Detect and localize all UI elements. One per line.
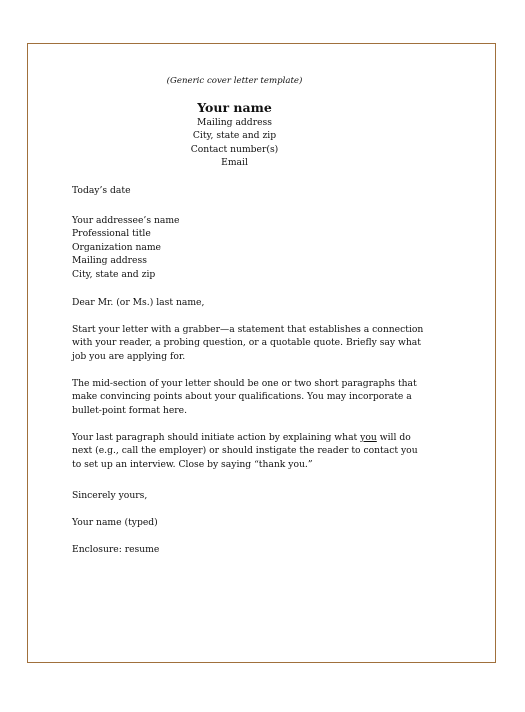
recipient-address xyxy=(72,214,180,281)
middle-paragraph: The mid-section of your letter should be one or two short paragraphs that make convincing points about your qualifications. You may incorporate a bullet-point format here. xyxy=(72,378,417,416)
closing-paragraph-end: will do next (e.g., call the employer) or should instigate the reader to contact you to set up an interview. Close by saying “thank you.” xyxy=(72,432,418,470)
sender-email: Email xyxy=(221,157,248,169)
opening-paragraph: Start your letter with a grabber—a statement that establishes a connection with your reader, a probing question, or a quotable quote. Briefly say what job you are applying for. xyxy=(72,324,424,362)
recipient-city-state-zip: City, state and zip xyxy=(72,268,156,280)
sender-name: Your name xyxy=(197,100,272,115)
enclosure-line: Enclosure: resume xyxy=(72,544,160,555)
recipient-mailing-address: Mailing address xyxy=(72,255,147,267)
recipient-name: Your addressee’s name xyxy=(72,215,180,226)
template-note: (Generic cover letter template) xyxy=(166,76,303,86)
sender-city-state-zip: City, state and zip xyxy=(192,130,277,142)
typed-name: Your name (typed) xyxy=(72,517,158,528)
recipient-organization: Organization name xyxy=(72,241,161,253)
closing-paragraph-start: Your last paragraph should initiate action by explaining what xyxy=(72,432,361,443)
complimentary-close: Sincerely yours, xyxy=(72,490,148,501)
recipient-title: Professional title xyxy=(72,228,151,240)
letter-date: Today’s date xyxy=(72,185,131,196)
sender-contact-number: Contact number(s) xyxy=(190,143,279,155)
underlined-word: you xyxy=(360,432,377,443)
sender-mailing-address: Mailing address xyxy=(197,117,272,128)
closing-paragraph xyxy=(72,431,427,471)
page-border xyxy=(27,43,496,663)
sender-header xyxy=(72,100,397,170)
salutation: Dear Mr. (or Ms.) last name, xyxy=(72,297,205,308)
